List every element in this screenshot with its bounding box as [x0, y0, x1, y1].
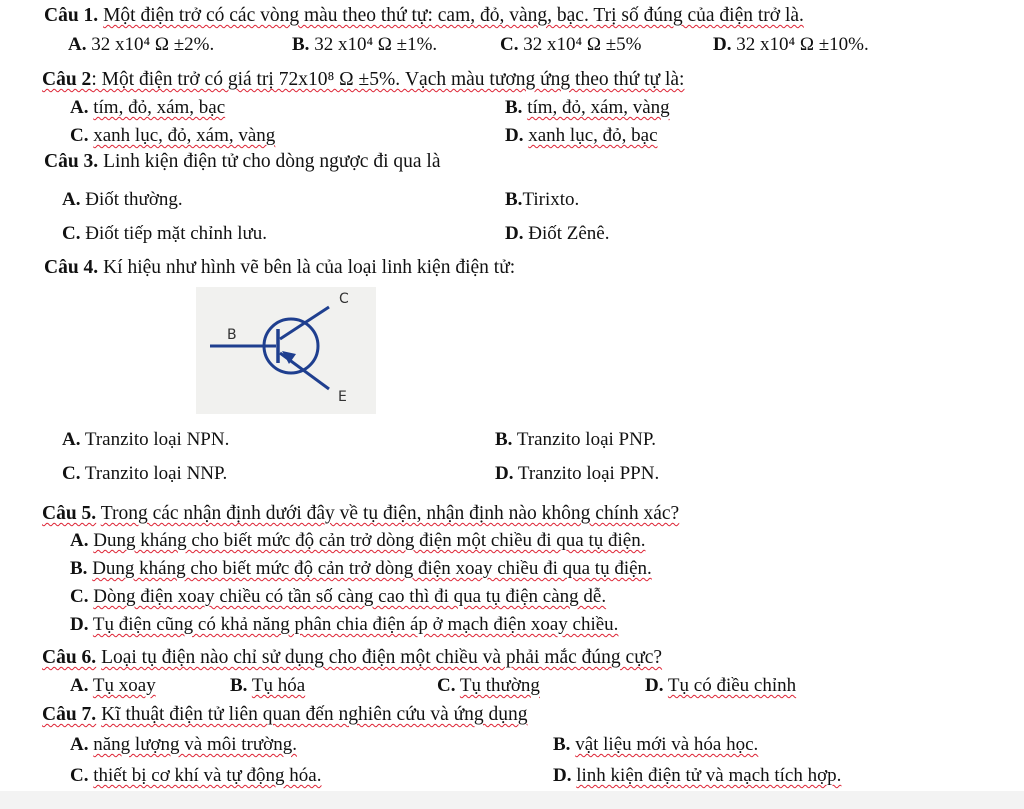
q7-option-d-text: linh kiện điện tử và mạch tích hợp.: [576, 765, 842, 786]
q2-option-d-text: xanh lục, đỏ, bạc: [528, 125, 658, 146]
q1-option-a: [68, 33, 214, 57]
q7-option-b: [553, 733, 758, 757]
q6-option-d-text: Tụ có điều chỉnh: [667, 675, 797, 696]
q5-option-c: [70, 585, 606, 609]
q4-option-d-letter: D.: [495, 463, 514, 484]
q7-option-c-text: thiết bị cơ khí và tự động hóa.: [93, 765, 322, 786]
q3-option-c: [62, 222, 267, 246]
question-6-number: Câu 6.: [42, 647, 97, 668]
q6-option-b: [230, 674, 305, 698]
transistor-symbol-figure: [196, 287, 376, 414]
q7-option-b-letter: B.: [553, 734, 571, 755]
question-2: [42, 68, 684, 92]
q2-option-c: [70, 124, 275, 148]
q1-option-b-text: 32 x10⁴ Ω ±1%.: [314, 34, 438, 55]
q6-option-b-text: Tụ hóa: [251, 675, 306, 696]
q4-option-b-text: Tranzito loại PNP.: [516, 429, 657, 450]
q5-option-a: [70, 529, 645, 553]
q5-option-a-letter: A.: [70, 530, 89, 551]
q6-option-b-letter: B.: [230, 675, 248, 696]
q2-option-a: [70, 96, 225, 120]
question-4: [44, 256, 515, 280]
question-2-number: Câu 2: [42, 69, 92, 90]
q1-option-a-text: 32 x10⁴ Ω ±2%.: [91, 34, 215, 55]
q3-option-c-text: Điốt tiếp mặt chỉnh lưu.: [85, 223, 268, 244]
q3-option-b: [505, 188, 579, 212]
question-4-number: Câu 4.: [44, 257, 99, 278]
question-3-number: Câu 3.: [44, 151, 99, 172]
question-7-text: Kĩ thuật điện tử liên quan đến nghiên cứu và ứng dụng: [101, 704, 528, 725]
q7-option-a: [70, 733, 297, 757]
emitter-label: E: [338, 389, 347, 405]
q2-option-a-letter: A.: [70, 97, 89, 118]
q5-option-b: [70, 557, 652, 581]
q2-option-c-letter: C.: [70, 125, 89, 146]
question-2-text: : Một điện trở có giá trị 72x10⁸ Ω ±5%. Vạch màu tương ứng theo thứ tự là:: [91, 69, 685, 90]
q5-option-d-letter: D.: [70, 614, 89, 635]
q6-option-d: [645, 674, 796, 698]
q6-option-a-letter: A.: [70, 675, 89, 696]
question-7-number: Câu 7.: [42, 704, 97, 725]
q6-option-c-text: Tụ thường: [459, 675, 540, 696]
question-5-text: Trong các nhận định dưới đây về tụ điện, nhận định nào không chính xác?: [100, 503, 680, 524]
q4-option-a-letter: A.: [62, 429, 81, 450]
question-1-number: Câu 1.: [44, 5, 99, 26]
q4-option-c-letter: C.: [62, 463, 81, 484]
q1-option-a-letter: A.: [68, 34, 87, 55]
q3-option-c-letter: C.: [62, 223, 81, 244]
q3-option-a-text: Điốt thường.: [85, 189, 183, 210]
q6-option-c-letter: C.: [437, 675, 456, 696]
q6-option-a-text: Tụ xoay: [92, 675, 156, 696]
q2-option-d: [505, 124, 658, 148]
question-7: [42, 703, 528, 727]
q6-option-c: [437, 674, 540, 698]
q1-option-d-text: 32 x10⁴ Ω ±10%.: [736, 34, 869, 55]
q2-option-a-text: tím, đỏ, xám, bạc: [93, 97, 226, 118]
q5-option-b-letter: B.: [70, 558, 88, 579]
q7-option-c: [70, 764, 322, 788]
q7-option-d-letter: D.: [553, 765, 572, 786]
q4-option-c-text: Tranzito loại NNP.: [84, 463, 228, 484]
q1-option-b: [292, 33, 437, 57]
q4-option-d-text: Tranzito loại PPN.: [517, 463, 660, 484]
q4-option-a-text: Tranzito loại NPN.: [84, 429, 230, 450]
q2-option-b-text: tím, đỏ, xám, vàng: [527, 97, 670, 118]
q5-option-b-text: Dung kháng cho biết mức độ cản trở dòng điện xoay chiều đi qua tụ điện.: [92, 558, 652, 579]
question-3-text: Linh kiện điện tử cho dòng ngược đi qua là: [103, 151, 441, 172]
q2-option-b: [505, 96, 670, 120]
q7-option-a-letter: A.: [70, 734, 89, 755]
q1-option-c-text: 32 x10⁴ Ω ±5%: [523, 34, 642, 55]
q1-option-c-letter: C.: [500, 34, 519, 55]
q3-option-b-text: Tirixto.: [522, 189, 580, 210]
q4-option-a: [62, 428, 229, 452]
question-3: [44, 150, 441, 174]
q3-option-a: [62, 188, 183, 212]
collector-label: C: [339, 291, 349, 307]
q1-option-d: [713, 33, 869, 57]
base-label: B: [227, 327, 237, 343]
q4-option-c: [62, 462, 227, 486]
q7-option-c-letter: C.: [70, 765, 89, 786]
q3-option-d: [505, 222, 610, 246]
pnp-transistor-icon: [196, 287, 376, 414]
q6-option-a: [70, 674, 156, 698]
question-6: [42, 646, 662, 670]
q2-option-b-letter: B.: [505, 97, 523, 118]
q7-option-a-text: năng lượng và môi trường.: [93, 734, 297, 755]
q1-option-c: [500, 33, 641, 57]
question-4-text: Kí hiệu như hình vẽ bên là của loại linh kiện điện tử:: [103, 257, 516, 278]
q7-option-b-text: vật liệu mới và hóa học.: [575, 734, 759, 755]
question-5: [42, 502, 679, 526]
q5-option-c-letter: C.: [70, 586, 89, 607]
q6-option-d-letter: D.: [645, 675, 664, 696]
q3-option-d-letter: D.: [505, 223, 524, 244]
q7-option-d: [553, 764, 841, 788]
q4-option-b: [495, 428, 656, 452]
bottom-margin: [0, 791, 1024, 809]
q1-option-d-letter: D.: [713, 34, 732, 55]
question-6-text: Loại tụ điện nào chỉ sử dụng cho điện một chiều và phải mắc đúng cực?: [101, 647, 663, 668]
q5-option-d-text: Tụ điện cũng có khả năng phân chia điện áp ở mạch điện xoay chiều.: [92, 614, 619, 635]
q3-option-a-letter: A.: [62, 189, 81, 210]
q4-option-b-letter: B.: [495, 429, 513, 450]
q5-option-a-text: Dung kháng cho biết mức độ cản trở dòng điện một chiều đi qua tụ điện.: [93, 530, 646, 551]
question-1-text: Một điện trở có các vòng màu theo thứ tự: cam, đỏ, vàng, bạc. Trị số đúng của điện trở là.: [103, 5, 804, 26]
q2-option-d-letter: D.: [505, 125, 524, 146]
q3-option-d-text: Điốt Zênê.: [528, 223, 610, 244]
q5-option-d: [70, 613, 618, 637]
q1-option-b-letter: B.: [292, 34, 310, 55]
q3-option-b-letter: B.: [505, 189, 523, 210]
question-5-number: Câu 5.: [42, 503, 97, 524]
q4-option-d: [495, 462, 659, 486]
q5-option-c-text: Dòng điện xoay chiều có tần số càng cao thì đi qua tụ điện càng dễ.: [93, 586, 607, 607]
question-1: [44, 4, 804, 28]
q2-option-c-text: xanh lục, đỏ, xám, vàng: [93, 125, 276, 146]
